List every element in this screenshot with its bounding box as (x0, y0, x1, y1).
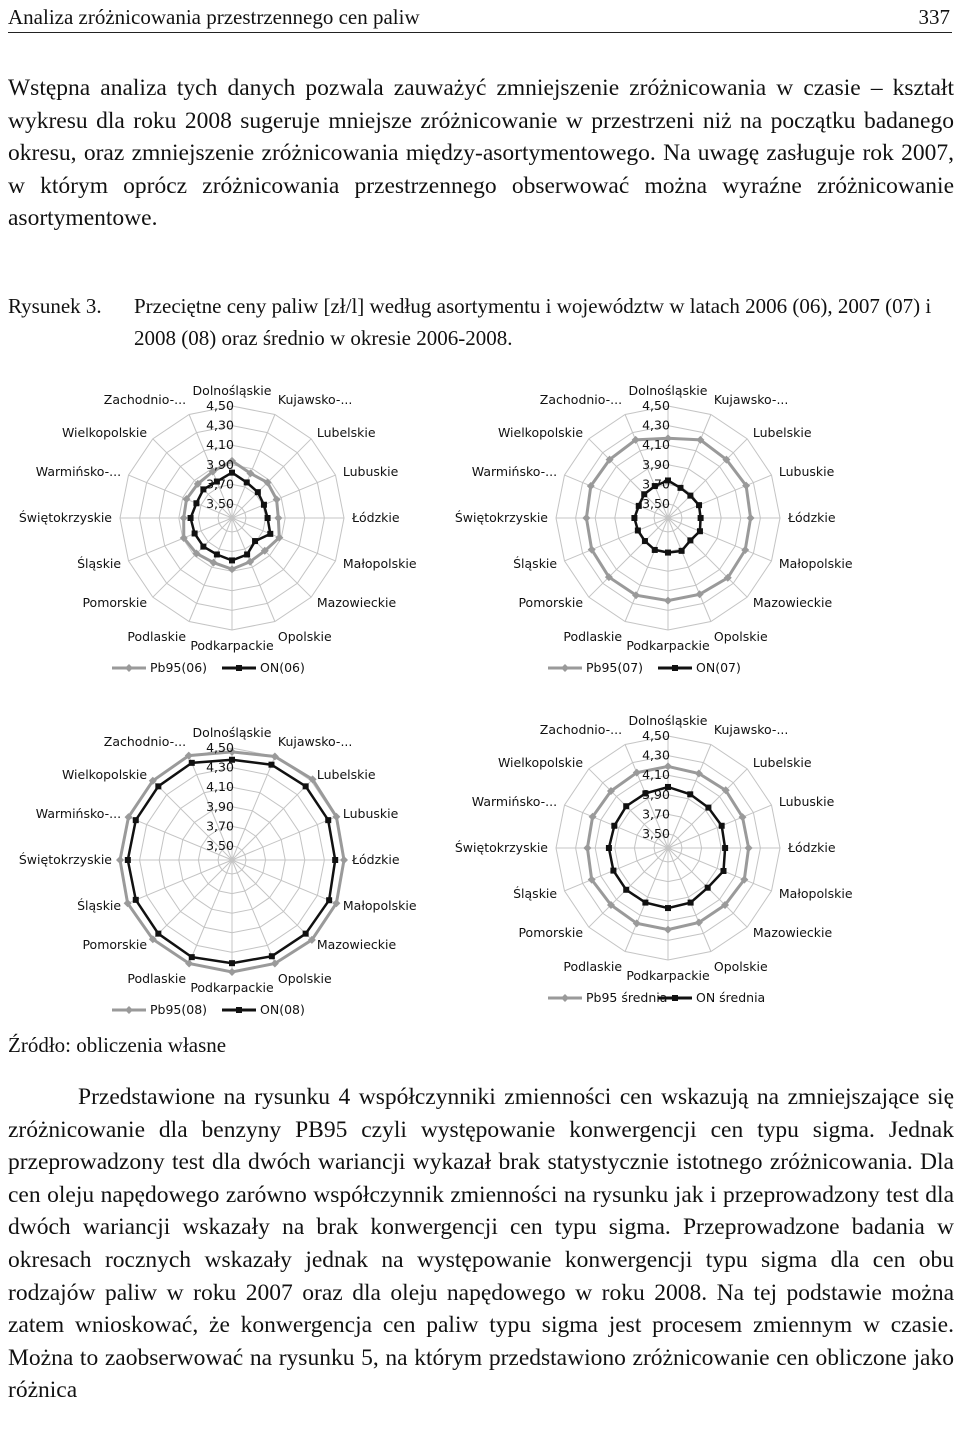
series-point (636, 503, 642, 509)
tick-label: 4,30 (642, 747, 670, 763)
figure-caption (8, 290, 958, 354)
legend-item-on-srednia (658, 990, 765, 1005)
series-point (155, 783, 161, 789)
tick-label: 4,50 (642, 398, 670, 413)
radar-chart-2007-svg (436, 370, 916, 700)
category-label-pomorskie: Pomorskie (518, 924, 584, 940)
legend-item-pb95-srednia (548, 990, 667, 1005)
chart-legend (112, 660, 305, 675)
legend-label: ON(08) (260, 1002, 305, 1017)
series-point (180, 514, 188, 522)
tick-label: 4,10 (642, 767, 670, 783)
series-point (677, 485, 683, 491)
tick-label: 4,10 (206, 437, 234, 453)
category-label-podlaskie: Podlaskie (127, 628, 187, 644)
series-point (642, 538, 648, 544)
legend-item-pb95-07 (548, 660, 643, 675)
series-point (583, 844, 591, 852)
tick-label: 3,70 (642, 806, 670, 822)
figure-caption-text: Przeciętne ceny paliw [zł/l] według asortymentu i województw w latach 2006 (06), 2007 (07) i 2008 (08) oraz średnio w okresie 2006-2008. (134, 294, 932, 350)
series-point (623, 803, 629, 809)
series-point (679, 548, 685, 554)
series-point (303, 783, 309, 789)
series-point (244, 551, 250, 557)
series-point (155, 931, 161, 937)
series-point (652, 547, 658, 553)
legend-item-on-08 (222, 1002, 305, 1017)
running-title: Analiza zróżnicowania przestrzennego cen paliw (8, 5, 420, 29)
category-label-pomorskie: Pomorskie (82, 594, 148, 610)
series-point (611, 823, 617, 829)
category-label-slaskie: Śląskie (77, 555, 122, 571)
tick-label: 4,30 (206, 417, 234, 433)
category-label-lubelskie: Lubelskie (316, 425, 376, 441)
tick-label: 3,50 (642, 826, 670, 841)
category-label-podkarpackie: Podkarpackie (190, 638, 274, 653)
series-point (189, 760, 195, 766)
series-point (582, 514, 590, 522)
category-label-pomorskie: Pomorskie (82, 936, 148, 952)
radar-chart-2008 (0, 712, 480, 1042)
series-point (747, 514, 755, 522)
series-point (133, 897, 139, 903)
legend-marker (672, 995, 678, 1001)
category-label-wielkopolskie: Wielkopolskie (61, 767, 148, 783)
series-point (664, 926, 672, 934)
category-label-swietokrzyskie: Świętokrzyskie (18, 852, 112, 867)
legend-marker (561, 994, 569, 1002)
category-label-lubuskie: Lubuskie (778, 464, 835, 480)
grid-spoke (232, 439, 311, 518)
series-point (631, 515, 637, 521)
category-label-lubuskie: Lubuskie (342, 464, 399, 480)
series-point (687, 493, 693, 499)
series-point (642, 900, 648, 906)
series-point (189, 954, 195, 960)
series-point (303, 931, 309, 937)
running-header (8, 2, 952, 33)
category-label-malopolskie: Małopolskie (778, 555, 853, 571)
series-point (696, 502, 702, 508)
series-point (261, 502, 267, 508)
tick-label: 3,90 (642, 456, 670, 472)
category-label-malopolskie: Małopolskie (778, 885, 853, 901)
tick-label: 4,50 (642, 728, 670, 743)
legend-item-pb95-06 (112, 660, 207, 675)
series-point (705, 885, 711, 891)
tick-label: 4,10 (206, 779, 234, 795)
legend-marker (125, 664, 133, 672)
series-point (274, 514, 282, 522)
category-label-opolskie: Opolskie (713, 958, 768, 974)
series-point (325, 817, 331, 823)
page-number: 337 (918, 5, 950, 29)
category-label-swietokrzyskie: Świętokrzyskie (454, 510, 548, 525)
series-point (698, 515, 704, 521)
category-label-dolnoslaskie: Dolnośląskie (192, 725, 272, 740)
category-label-mazowieckie: Mazowieckie (752, 924, 833, 940)
legend-label: Pb95 średnia (586, 990, 668, 1005)
category-label-dolnoslaskie: Dolnośląskie (192, 383, 272, 398)
category-label-wielkopolskie: Wielkopolskie (61, 425, 148, 441)
category-label-podlaskie: Podlaskie (563, 958, 623, 974)
category-label-warminsko: Warmińsko-... (35, 464, 122, 480)
category-label-podkarpackie: Podkarpackie (626, 968, 710, 983)
grid-spoke (589, 518, 668, 597)
category-label-mazowieckie: Mazowieckie (316, 594, 397, 610)
grid-spoke (668, 518, 747, 597)
category-label-warminsko: Warmińsko-... (471, 794, 558, 810)
series-point (688, 900, 694, 906)
legend-marker (236, 665, 242, 671)
legend-item-pb95-08 (112, 1002, 207, 1017)
category-label-zachodnio: Zachodnio-... (539, 722, 623, 738)
category-label-opolskie: Opolskie (277, 628, 332, 644)
tick-label: 4,10 (642, 437, 670, 453)
series-point (745, 844, 753, 852)
radar-chart-2006 (0, 370, 480, 700)
category-label-lubuskie: Lubuskie (342, 806, 399, 822)
tick-label: 4,50 (206, 398, 234, 413)
source-note: Źródło: obliczenia własne (8, 1033, 227, 1057)
category-label-lubelskie: Lubelskie (752, 755, 812, 771)
category-label-kujawsko: Kujawsko-... (277, 734, 353, 750)
series-point (200, 544, 206, 550)
series-point (244, 479, 250, 485)
legend-item-on-06 (222, 660, 305, 675)
radar-chart-2008-svg (0, 712, 480, 1042)
legend-marker (672, 665, 678, 671)
legend-marker (561, 664, 569, 672)
series-point (229, 960, 235, 966)
grid-spoke (232, 860, 311, 939)
category-label-lubelskie: Lubelskie (316, 767, 376, 783)
tick-label: 3,90 (642, 786, 670, 802)
tick-label: 3,70 (642, 476, 670, 492)
series-point (610, 868, 616, 874)
category-label-kujawsko: Kujawsko-... (713, 722, 789, 738)
legend-item-on-07 (658, 660, 741, 675)
series-point (229, 557, 235, 563)
series-point (265, 515, 271, 521)
tick-label: 3,50 (642, 496, 670, 511)
category-label-lubelskie: Lubelskie (752, 425, 812, 441)
category-label-podlaskie: Podlaskie (127, 970, 187, 986)
legend-label: ON(06) (260, 660, 305, 675)
intro-paragraph: Wstępna analiza tych danych pozwala zauważyć zmniejszenie zróżnicowania w czasie – kształt wykresu dla roku 2008 sugeruje mniejsze zróżnicowanie w przestrzeni niż na początku badanego okresu, oraz zmniejszenie zróżnicowania między-asortymentowego. Na uwagę zasługuje rok 2007, w którym oprócz zróżnicowania przestrzennego obserwować można wyraźne zróżnicowanie asortymentowe. (8, 75, 954, 232)
series-point (687, 791, 693, 797)
grid-spoke (232, 518, 311, 597)
category-label-mazowieckie: Mazowieckie (316, 936, 397, 952)
category-label-lodzkie: Łódzkie (788, 510, 836, 525)
series-point (214, 551, 220, 557)
series-point (252, 538, 258, 544)
category-label-swietokrzyskie: Świętokrzyskie (18, 510, 112, 525)
series-point (705, 805, 711, 811)
series-point (192, 530, 198, 536)
category-label-kujawsko: Kujawsko-... (277, 392, 353, 408)
tick-label: 4,30 (642, 417, 670, 433)
series-point (664, 597, 672, 605)
category-label-warminsko: Warmińsko-... (35, 806, 122, 822)
category-label-mazowieckie: Mazowieckie (752, 594, 833, 610)
series-point (326, 897, 332, 903)
series-point (268, 762, 274, 768)
radar-chart-average (436, 700, 916, 1030)
series-point (697, 528, 703, 534)
chart-legend (548, 990, 765, 1005)
series-point (188, 515, 194, 521)
legend-marker (125, 1006, 133, 1014)
grid-spoke (232, 781, 311, 860)
series-point (255, 489, 261, 495)
category-label-slaskie: Śląskie (513, 885, 558, 901)
category-label-podkarpackie: Podkarpackie (626, 638, 710, 653)
series-point (116, 856, 124, 864)
series-point (719, 823, 725, 829)
tick-label: 3,50 (206, 496, 234, 511)
category-label-pomorskie: Pomorskie (518, 594, 584, 610)
legend-label: Pb95(06) (150, 660, 208, 675)
legend-label: Pb95(07) (586, 660, 644, 675)
series-point (269, 953, 275, 959)
series-point (332, 857, 338, 863)
category-label-dolnoslaskie: Dolnośląskie (628, 383, 708, 398)
chart-legend (548, 660, 741, 675)
tick-label: 3,70 (206, 476, 234, 492)
series-point (665, 905, 671, 911)
radar-chart-2007 (436, 370, 916, 700)
legend-marker (236, 1007, 242, 1013)
category-label-lodzkie: Łódzkie (352, 510, 400, 525)
category-label-opolskie: Opolskie (277, 970, 332, 986)
category-label-wielkopolskie: Wielkopolskie (497, 755, 584, 771)
category-label-opolskie: Opolskie (713, 628, 768, 644)
category-label-zachodnio: Zachodnio-... (103, 392, 187, 408)
tick-label: 4,50 (206, 740, 234, 755)
category-label-slaskie: Śląskie (77, 897, 122, 913)
chart-legend (112, 1002, 305, 1017)
body-paragraph: Przedstawione na rysunku 4 współczynniki zmienności cen wskazują na zmniejszające się zróżnicowanie dla benzyny PB95 czyli występowanie konwergencji cen typu sigma. Jednak przeprowadzony test dla dwóch wariancji wykazał brak statystycznie istotnego zróżnicowania. Dla cen oleju napędowego zarówno współczynnik zmienności na rysunku jak i przeprowadzony test dla dwóch wariancji wskazały na brak konwergencji cen typu sigma. Przeprowadzone badania w okresach rocznych wskazały jednak na występowanie konwergencji typu sigma dla cen obu rodzajów paliw w roku 2007 oraz dla oleju napędowego w roku 2008. Na tej podstawie można zatem wnioskować, że konwergencja cen paliw typu sigma jest procesem zmiennym w czasie. Można to zaobserwować na rysunku 5, na którym przedstawiono zróżnicowanie cen obliczone jako różnica (8, 1084, 954, 1404)
legend-label: ON(07) (696, 660, 741, 675)
tick-label: 4,30 (206, 759, 234, 775)
radar-chart-average-svg (436, 700, 916, 1030)
category-label-dolnoslaskie: Dolnośląskie (628, 713, 708, 728)
grid-spoke (668, 439, 747, 518)
grid-spoke (153, 860, 232, 939)
category-label-zachodnio: Zachodnio-... (103, 734, 187, 750)
category-label-podlaskie: Podlaskie (563, 628, 623, 644)
series-point (125, 857, 131, 863)
series-point (722, 845, 728, 851)
tick-label: 3,50 (206, 838, 234, 853)
series-point (665, 550, 671, 556)
category-label-wielkopolskie: Wielkopolskie (497, 425, 584, 441)
category-label-malopolskie: Małopolskie (342, 897, 417, 913)
legend-label: Pb95(08) (150, 1002, 208, 1017)
tick-label: 3,70 (206, 818, 234, 834)
series-point (606, 845, 612, 851)
series-point (687, 537, 693, 543)
radar-chart-2006-svg (0, 370, 480, 700)
category-label-lodzkie: Łódzkie (788, 840, 836, 855)
legend-label: ON średnia (696, 990, 766, 1005)
series-point (340, 856, 348, 864)
category-label-zachodnio: Zachodnio-... (539, 392, 623, 408)
series-point (228, 968, 236, 976)
series-point (623, 887, 629, 893)
series-point (720, 868, 726, 874)
figure-label: Rysunek 3. (8, 294, 102, 318)
category-label-kujawsko: Kujawsko-... (713, 392, 789, 408)
series-point (193, 500, 199, 506)
category-label-swietokrzyskie: Świętokrzyskie (454, 840, 548, 855)
tick-label: 3,90 (206, 798, 234, 814)
tick-label: 3,90 (206, 456, 234, 472)
category-label-podkarpackie: Podkarpackie (190, 980, 274, 995)
category-label-slaskie: Śląskie (513, 555, 558, 571)
series-point (133, 817, 139, 823)
series-point (267, 531, 273, 537)
category-label-malopolskie: Małopolskie (342, 555, 417, 571)
series-point (635, 527, 641, 533)
category-label-warminsko: Warmińsko-... (471, 464, 558, 480)
category-label-lodzkie: Łódzkie (352, 852, 400, 867)
category-label-lubuskie: Lubuskie (778, 794, 835, 810)
